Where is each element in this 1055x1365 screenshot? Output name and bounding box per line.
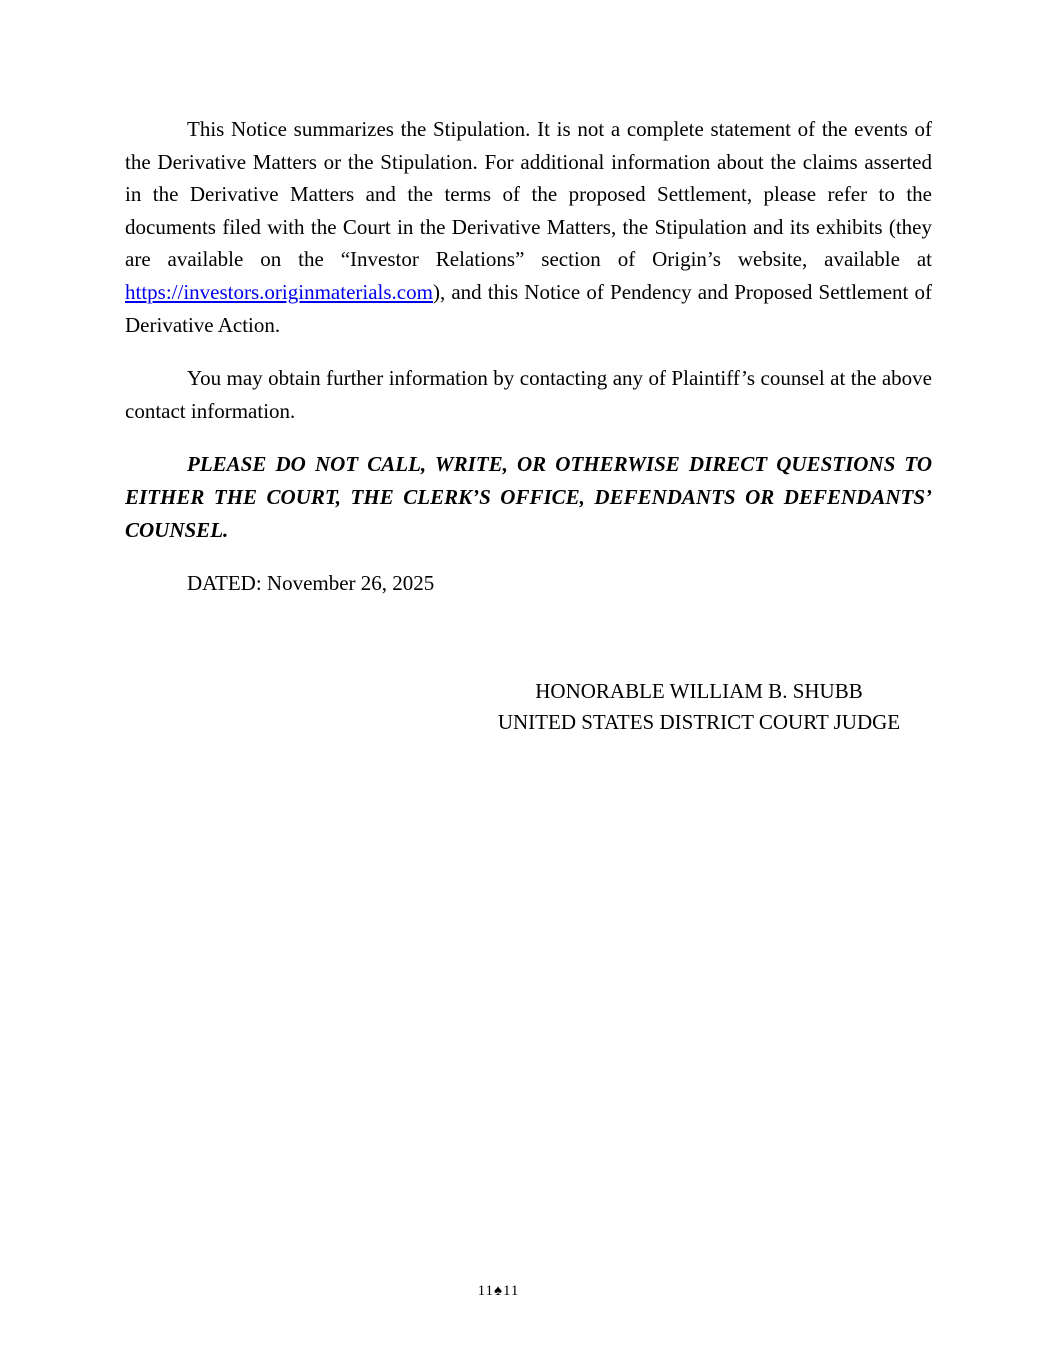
judge-title: UNITED STATES DISTRICT COURT JUDGE: [497, 710, 901, 735]
paragraph-notice-summary-text-after-link: ), and this Notice of Pendency and Proposed Settlement of Derivative Action.: [125, 279, 932, 337]
paragraph-do-not-call-warning: PLEASE DO NOT CALL, WRITE, OR OTHERWISE DIRECT QUESTIONS TO EITHER THE COURT, THE CLERK’S OFFICE, DEFENDANTS OR DEFENDANTS’ COUNSEL.: [125, 452, 932, 542]
page-number-footer: 11♠11: [477, 1283, 520, 1299]
paragraph-notice-summary: [125, 113, 932, 341]
judge-name: HONORABLE WILLIAM B. SHUBB: [535, 678, 863, 703]
dated-line: DATED: November 26, 2025: [187, 571, 435, 596]
investor-relations-link[interactable]: https://investors.originmaterials.com: [125, 279, 433, 304]
paragraph-further-information: You may obtain further information by contacting any of Plaintiff’s counsel at the above contact information.: [125, 366, 932, 423]
document-content: [125, 113, 932, 739]
signature-block: [479, 676, 919, 739]
paragraph-notice-summary-text-before-link: This Notice summarizes the Stipulation. It is not a complete statement of the events of the Derivative Matters or the Stipulation. For additional information about the claims asserted in the Derivative Matters and the terms of the proposed Settlement, please refer to the documents filed with the Court in the Derivative Matters, the Stipulation and its exhibits (they are available on the “Investor Relations” section of Origin’s website, available at: [125, 117, 932, 272]
